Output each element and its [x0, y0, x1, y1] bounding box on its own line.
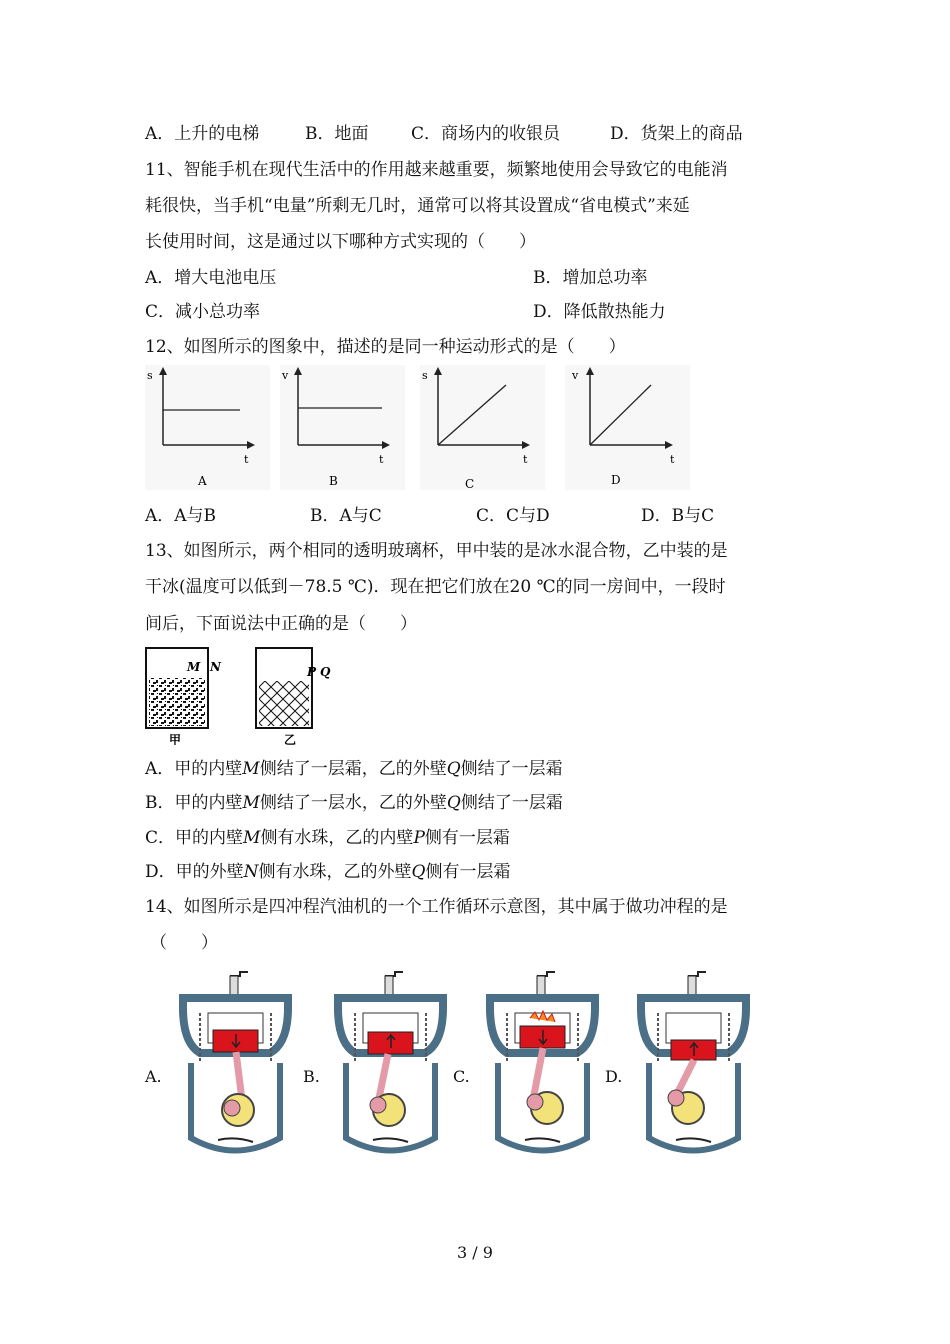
graph-b-y-label: v	[282, 369, 289, 382]
graph-a-x-label: t	[244, 453, 249, 466]
q10-option-c: C．商场内的收银员	[411, 124, 561, 144]
engine-diagram-d	[636, 968, 751, 1162]
cup-yi-caption: 乙	[284, 733, 297, 745]
graph-d-x-label: t	[670, 453, 675, 466]
graph-c-y-label: s	[422, 369, 428, 382]
q11-stem-line-2: 耗很快，当手机“电量”所剩无几时，通常可以将其设置成“省电模式”来延	[145, 196, 690, 216]
graph-b-x-label: t	[379, 453, 384, 466]
engine-d-label: D.	[605, 1067, 623, 1086]
cup-yi-outer-label: Q	[320, 665, 331, 679]
cup-jia-inner-label: M	[187, 660, 201, 674]
q14-stem-line-1: 14、如图所示是四冲程汽油机的一个工作循环示意图，其中属于做功冲程的是	[145, 897, 728, 917]
q11-option-a: A．增大电池电压	[145, 268, 277, 288]
graph-a-y-label: s	[147, 369, 153, 382]
q13-option-a: A．甲的内壁M侧结了一层霜，乙的外壁Q侧结了一层霜	[145, 759, 563, 779]
engine-c-label: C.	[453, 1067, 470, 1086]
graph-c-x-label: t	[523, 453, 528, 466]
q13-stem-line-2: 干冰(温度可以低到－78.5 ℃)．现在把它们放在20 ℃的同一房间中，一段时	[145, 577, 726, 597]
q11-option-d: D．降低散热能力	[533, 302, 666, 322]
graph-d-y-label: v	[572, 369, 579, 382]
q11-stem-line-3: 长使用时间，这是通过以下哪种方式实现的（ ）	[145, 232, 536, 252]
q13-stem-line-1: 13、如图所示，两个相同的透明玻璃杯，甲中装的是冰水混合物，乙中装的是	[145, 541, 728, 561]
engine-diagram-a	[178, 968, 293, 1162]
q10-option-d: D．货架上的商品	[610, 124, 743, 144]
engine-diagram-b	[333, 968, 448, 1162]
graph-d-caption: D	[611, 473, 621, 487]
q12-graph-d	[565, 365, 690, 494]
q13-stem-line-3: 间后，下面说法中正确的是（ ）	[145, 614, 417, 634]
graph-b-caption: B	[329, 474, 338, 488]
q12-graph-a	[145, 365, 270, 494]
q11-option-c: C．减小总功率	[145, 302, 261, 322]
q10-option-b: B．地面	[305, 124, 369, 144]
q12-graph-c	[420, 365, 545, 494]
engine-b-label: B.	[303, 1067, 320, 1086]
q13-option-b: B．甲的内壁M侧结了一层水，乙的外壁Q侧结了一层霜	[145, 793, 563, 813]
cup-jia	[143, 645, 223, 749]
q12-option-a: A．A与B	[145, 506, 217, 526]
page-number: 3 / 9	[457, 1243, 493, 1262]
graph-c-caption: C	[465, 477, 475, 490]
q12-option-b: B．A与C	[310, 506, 382, 526]
q12-graph-b	[280, 365, 405, 494]
cup-jia-outer-label: N	[210, 660, 221, 674]
q12-stem: 12、如图所示的图象中，描述的是同一种运动形式的是（ ）	[145, 337, 626, 357]
q13-option-d: D．甲的外壁N侧有水珠，乙的外壁Q侧有一层霜	[145, 862, 511, 882]
q12-option-c: C．C与D	[476, 506, 550, 526]
cup-yi	[253, 645, 338, 749]
cup-yi-inner-label: P	[307, 665, 317, 679]
q14-stem-line-2: （ ）	[150, 933, 218, 953]
q12-option-d: D．B与C	[641, 506, 715, 526]
cup-jia-caption: 甲	[169, 733, 182, 745]
graph-a-caption: A	[198, 474, 207, 488]
q11-stem-line-1: 11、智能手机在现代生活中的作用越来越重要，频繁地使用会导致它的电能消	[145, 160, 728, 180]
q13-option-c: C．甲的内壁M侧有水珠，乙的内壁P侧有一层霜	[145, 828, 510, 848]
engine-diagram-c	[485, 968, 600, 1162]
q11-option-b: B．增加总功率	[533, 268, 648, 288]
q10-option-a: A．上升的电梯	[145, 124, 260, 144]
engine-a-label: A.	[145, 1067, 162, 1086]
